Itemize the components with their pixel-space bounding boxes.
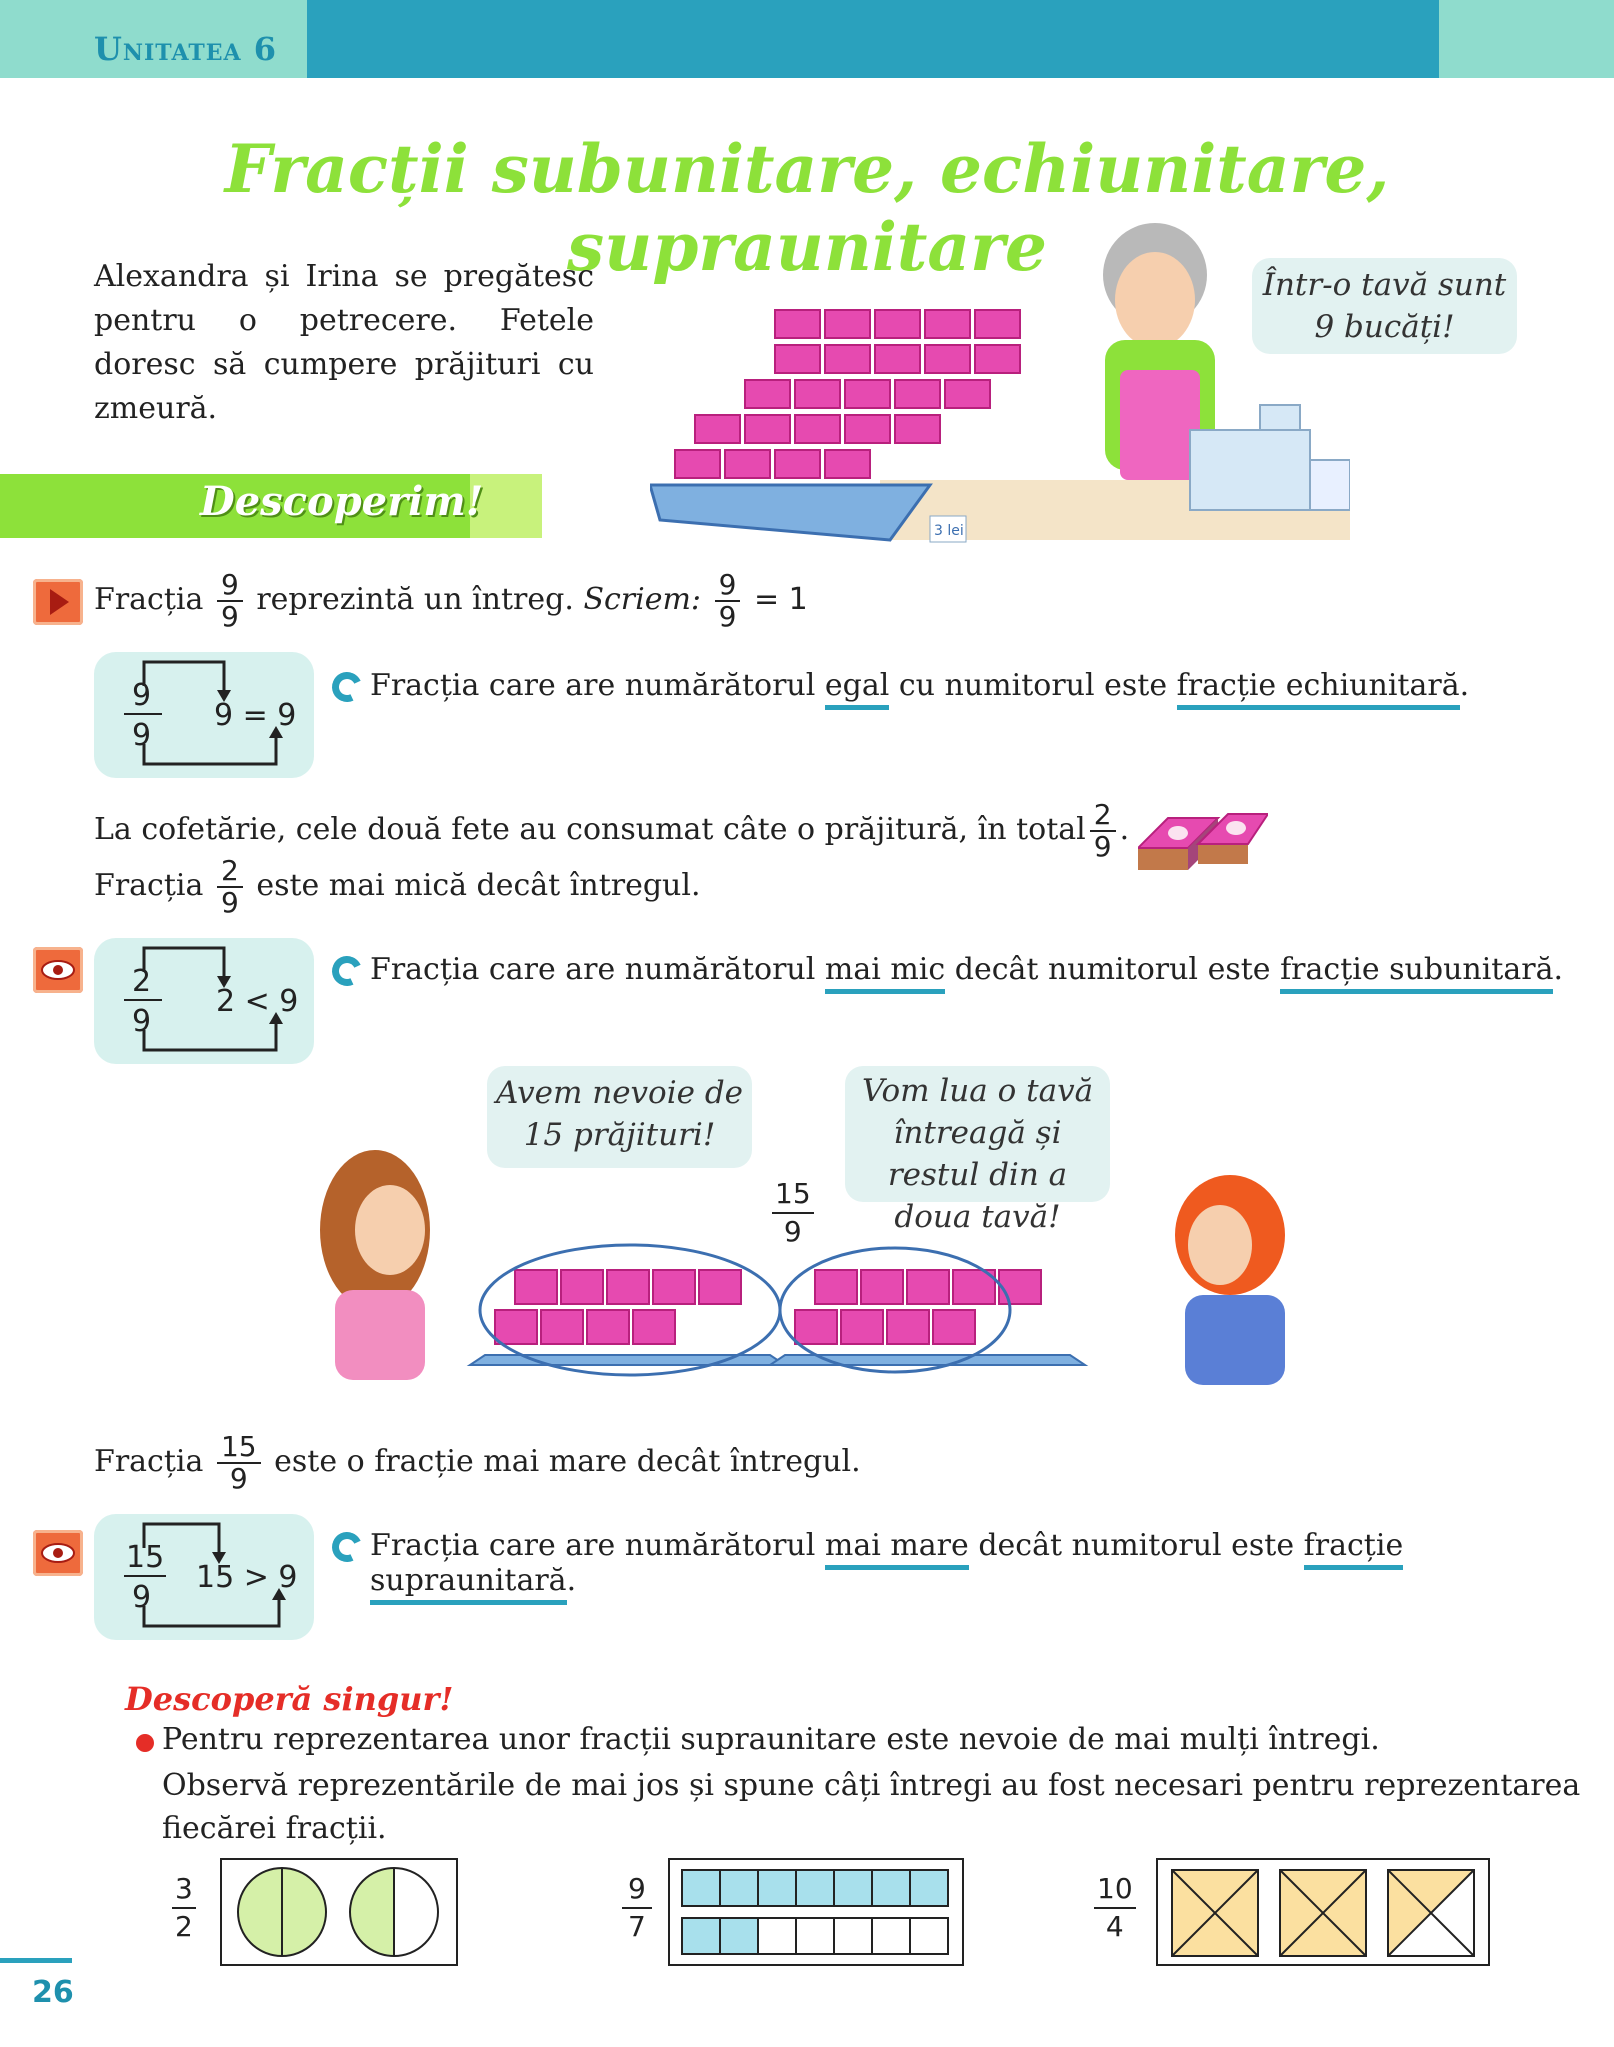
line3-pre: Fracția: [94, 868, 204, 903]
page-number-line: [0, 1958, 72, 1963]
box1-denominator: 9: [132, 718, 152, 753]
page-number: 26: [32, 1975, 74, 2010]
frac-numerator: 9: [715, 570, 741, 602]
discover-text-1: Pentru reprezentarea unor fracții supraunitare este nevoie de mai mulți întregi.: [162, 1722, 1380, 1757]
rep-fraction-3-2: [172, 1871, 196, 1945]
line4-pre: Fracția: [94, 1444, 204, 1479]
frac-numerator: 15: [217, 1432, 261, 1464]
frac-denominator: 9: [783, 1215, 802, 1248]
seller-speech-bubble: [1252, 258, 1517, 354]
unit-label: Unitatea 6: [94, 30, 277, 68]
definition-subunitara: [370, 952, 1590, 987]
girl-bubble-text: Avem nevoie de 15 prăjituri!: [495, 1075, 744, 1153]
box3-denominator: 9: [132, 1580, 152, 1615]
section-banner: Descoperim!: [200, 478, 484, 525]
frac-numerator: 15: [772, 1176, 814, 1214]
definition-echiunitara: [370, 668, 1570, 703]
frac-numerator: 9: [217, 570, 243, 602]
rep-circles-box: [220, 1858, 458, 1966]
def1-pre: Fracția care are numărătorul: [370, 668, 816, 703]
box1-numerator: 9: [132, 678, 152, 713]
def3-underlined-1: mai mare: [825, 1528, 969, 1570]
def2-end: .: [1553, 952, 1564, 987]
line2-end: .: [1119, 812, 1130, 847]
def1-underlined-2: fracție echiunitară: [1177, 668, 1460, 710]
frac-numerator: 9: [622, 1871, 652, 1909]
line3-post: este mai mică decât întregul.: [256, 868, 701, 903]
frac-denominator: 9: [229, 1462, 248, 1495]
line1-mid: reprezintă un întreg.: [256, 582, 574, 617]
box3-comparison: 15 > 9: [196, 1560, 298, 1595]
frac-denominator: 9: [718, 600, 737, 633]
header-middle-band: [307, 0, 1439, 78]
frac-denominator: 4: [1105, 1910, 1124, 1943]
frac-denominator: 9: [1093, 830, 1112, 863]
discover-title: Descoperă singur!: [125, 1680, 454, 1718]
page-title: Fracții subunitare, echiunitare, supraunitare: [224, 130, 1390, 286]
frac-denominator: 2: [175, 1910, 193, 1943]
comparison-box-less: [94, 938, 314, 1064]
rep-squares-box: [1156, 1858, 1490, 1966]
definition-icon: [328, 952, 366, 990]
line-4: [94, 1432, 994, 1494]
box2-denominator: 9: [132, 1004, 152, 1039]
girls-and-trays-illustration: [315, 1120, 1315, 1390]
line-2: [94, 800, 1144, 862]
seller-bubble-text: Într-o tavă sunt 9 bucăți!: [1262, 267, 1507, 345]
rep-bars-box: [668, 1858, 964, 1966]
def1-end: .: [1459, 668, 1470, 703]
fraction-2-9: [1090, 800, 1116, 862]
frac-denominator: 9: [220, 886, 239, 919]
comparison-box-equal: [94, 652, 314, 778]
eye-icon: [33, 1530, 83, 1576]
tray-price-label: 3 lei: [934, 523, 964, 539]
girl2-bubble-text: Vom lua o tavă întreagă și restul din a doua tavă!: [861, 1073, 1094, 1235]
frac-numerator: 2: [1090, 800, 1116, 832]
def3-pre: Fracția care are numărătorul: [370, 1528, 816, 1563]
seller-illustration: [650, 220, 1350, 560]
rep-fraction-9-7: [622, 1871, 652, 1945]
def2-underlined-1: mai mic: [825, 952, 945, 994]
fraction-15-9: [217, 1432, 261, 1494]
definition-icon: [328, 1528, 366, 1566]
line1-pre: Fracția: [94, 582, 204, 617]
bullet-dot: [136, 1734, 154, 1752]
line4-post: este o fracție mai mare decât întregul.: [274, 1444, 861, 1479]
intro-text: Alexandra și Irina se pregătesc pentru o petrecere. Fetele doresc să cumpere prăjituri cu zmeură.: [94, 259, 594, 426]
box1-comparison: 9 = 9: [214, 698, 297, 733]
line-3: [94, 856, 994, 918]
def2-mid: decât numitorul este: [954, 952, 1271, 987]
line1-scriem: Scriem:: [583, 582, 702, 617]
fraction-9-9: [217, 570, 243, 632]
line1-eq-rest: = 1: [753, 582, 808, 617]
def3-underlined-2: fracție supraunitară: [370, 1528, 1403, 1605]
definition-supraunitara: [370, 1528, 1600, 1598]
box2-comparison: 2 < 9: [216, 984, 299, 1019]
line-1: [94, 570, 994, 632]
fraction-eq-9-9: [715, 570, 741, 632]
play-icon: [33, 579, 83, 625]
two-cakes-illustration: [1138, 808, 1268, 878]
frac-numerator: 10: [1094, 1871, 1136, 1909]
def1-underlined-1: egal: [825, 668, 889, 710]
def1-mid: cu numitorul este: [898, 668, 1168, 703]
def3-mid: decât numitorul este: [978, 1528, 1295, 1563]
frac-denominator: 9: [220, 600, 239, 633]
comparison-box-greater: [94, 1514, 314, 1640]
frac-denominator: 7: [628, 1910, 646, 1943]
line2-pre: La cofetărie, cele două fete au consumat câte o prăjitură, în total: [94, 812, 1086, 847]
frac-numerator: 2: [217, 856, 243, 888]
box2-numerator: 2: [132, 964, 152, 999]
frac-numerator: 3: [172, 1871, 196, 1909]
header-right-band: [1439, 0, 1614, 78]
def2-pre: Fracția care are numărătorul: [370, 952, 816, 987]
def2-underlined-2: fracție subunitară: [1280, 952, 1553, 994]
fraction-2-9: [217, 856, 243, 918]
discover-text-2: Observă reprezentările de mai jos și spune câți întregi au fost necesari pentru reprezentarea fiecărei fracții.: [162, 1768, 1581, 1846]
definition-icon: [328, 668, 366, 706]
rep-fraction-10-4: [1094, 1871, 1136, 1945]
def3-end: .: [566, 1563, 577, 1598]
box3-numerator: 15: [126, 1540, 165, 1575]
eye-icon: [33, 947, 83, 993]
